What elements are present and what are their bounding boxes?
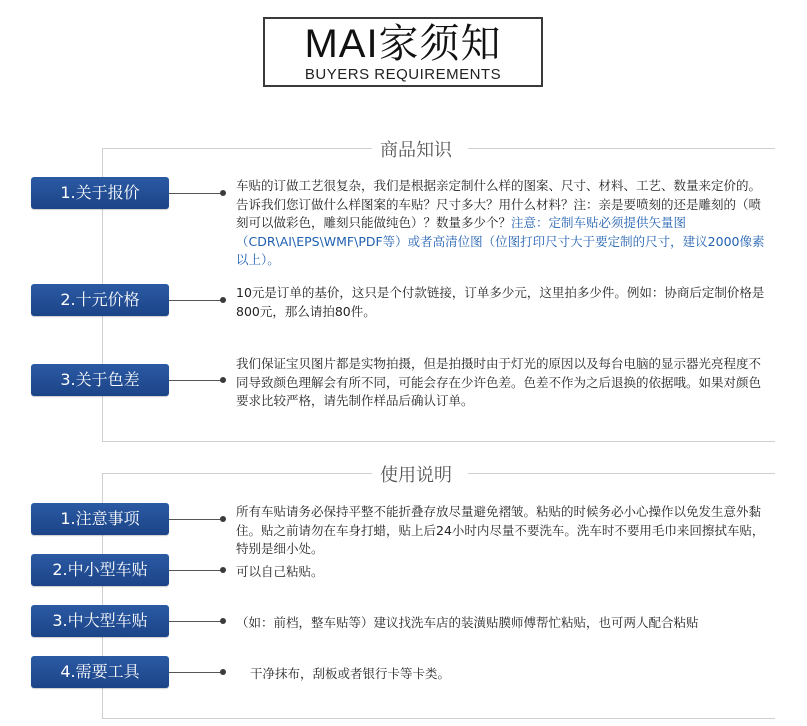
section2-item4-text: 干净抹布，刮板或者银行卡等卡类。 [250, 666, 451, 681]
pricing-note: 注意：定制车贴必须提供矢量图（CDR\AI\EPS\WMF\PDF等）或者高清位图（位图打印尺寸大于要定制的尺寸，建议2000像素以上）。 [236, 215, 765, 267]
section1-item2-label: 2.十元价格 [31, 284, 169, 316]
section2-item1-label: 1.注意事项 [31, 503, 169, 535]
section2-item4-connector [169, 672, 221, 673]
section2-item2-connector [169, 570, 221, 571]
section2-item2-text: 可以自己粘贴。 [236, 564, 324, 579]
section2-item4-label: 4.需要工具 [31, 656, 169, 688]
section1-item2-bullet [220, 297, 226, 303]
section2-item3-text: （如：前档，整车贴等）建议找洗车店的装潢贴膜师傅帮忙粘贴，也可两人配合粘贴 [236, 615, 699, 630]
section1-item2-text: 10元是订单的基价，这只是个付款链接，订单多少元，这里拍多少件。例如：协商后定制价格是800元，那么请拍80件。 [236, 285, 765, 319]
section2-item1-connector [169, 519, 221, 520]
section2-item3-label: 3.中大型车贴 [31, 605, 169, 637]
page-subtitle: BUYERS REQUIREMENTS [304, 66, 502, 83]
page-title: MAI家须知 [304, 22, 502, 66]
pricing-text: 车贴的订做工艺很复杂，我们是根据亲定制什么样的图案、尺寸、材料、工艺、数量来定价的。告诉我们您订做什么样图案的车贴？尺寸多大？用什么材料？注：亲是要喷刻的还是雕刻的（喷刻可以做彩色，雕刻只能做纯色）？数量多少个？ [236, 178, 762, 230]
section1-item1-text [236, 177, 768, 270]
header-box [263, 17, 543, 87]
section1-item2-connector [169, 300, 221, 301]
section1-item1-connector [169, 193, 221, 194]
section2-title: 使用说明 [372, 461, 460, 487]
section2-bottom-line [102, 718, 775, 719]
section2-item1-bullet [220, 516, 226, 522]
section2-top-line-left [102, 473, 372, 474]
section1-item1-bullet [220, 190, 226, 196]
section1-item3-text: 我们保证宝贝图片都是实物拍摄，但是拍摄时由于灯光的原因以及每台电脑的显示器光亮程度不同导致颜色理解会有所不同，可能会存在少许色差。色差不作为之后退换的依据哦。如果对颜色要求比较严格，请先制作样品后确认订单。 [236, 356, 762, 408]
section1-item3-bullet [220, 377, 226, 383]
section2-item3-bullet [220, 618, 226, 624]
section1-item1-label: 1.关于报价 [31, 177, 169, 209]
section1-bottom-line [102, 441, 775, 442]
section2-top-line-right [468, 473, 775, 474]
section2-item3-connector [169, 621, 221, 622]
section2-item2-bullet [220, 567, 226, 573]
section1-top-line-left [102, 148, 372, 149]
section1-title: 商品知识 [372, 136, 460, 162]
section1-top-line-right [468, 148, 775, 149]
section2-item2-label: 2.中小型车贴 [31, 554, 169, 586]
section2-item1-text: 所有车贴请务必保持平整不能折叠存放尽量避免褶皱。粘贴的时候务必小心操作以免发生意外黏住。贴之前请勿在车身打蜡，贴上后24小时内尽量不要洗车。洗车时不要用毛巾来回擦拭车贴，特别是细小处。 [236, 504, 765, 556]
section2-item4-bullet [220, 669, 226, 675]
section1-item3-label: 3.关于色差 [31, 364, 169, 396]
section1-item3-connector [169, 380, 221, 381]
